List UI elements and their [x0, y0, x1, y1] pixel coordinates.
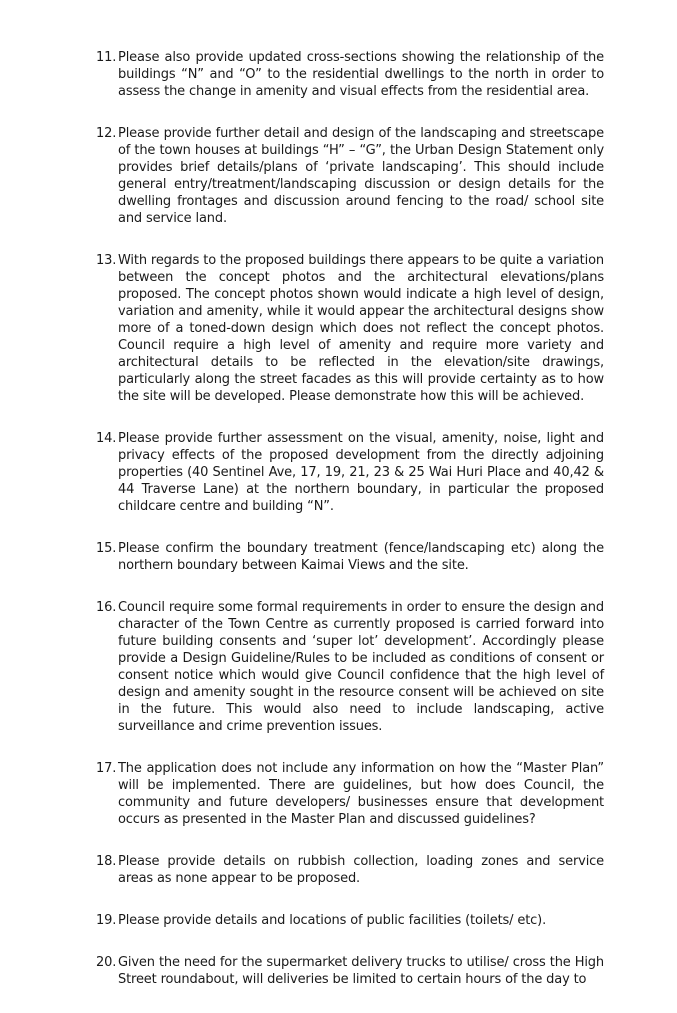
- item-number: 17.: [96, 761, 117, 776]
- item-text: The application does not include any information on how the “Master Plan” will be implemented. There are guidelines, but how does Council, the community and future developers/ businesses ensure that development occurs as presented in the Master Plan and discussed guidelines?: [118, 761, 604, 827]
- list-item-13: [96, 252, 604, 405]
- item-text: Please also provide updated cross-sections showing the relationship of the buildings “N” and “O” to the residential dwellings to the north in order to assess the change in amenity and visual effects from the residential area.: [118, 50, 604, 99]
- item-number: 19.: [96, 913, 117, 928]
- item-text: Please provide details on rubbish collection, loading zones and service areas as none appear to be proposed.: [118, 854, 604, 886]
- numbered-list: [96, 49, 604, 1013]
- item-number: 11.: [96, 50, 117, 65]
- list-item-11: [96, 49, 604, 100]
- item-number: 18.: [96, 854, 117, 869]
- item-text: Given the need for the supermarket delivery trucks to utilise/ cross the High Street roundabout, will deliveries be limited to certain hours of the day to: [118, 955, 604, 987]
- item-text: Please confirm the boundary treatment (fence/landscaping etc) along the northern boundary between Kaimai Views and the site.: [118, 541, 604, 573]
- list-item-19: [96, 912, 604, 929]
- item-number: 15.: [96, 541, 117, 556]
- list-item-14: [96, 430, 604, 515]
- list-item-12: [96, 125, 604, 227]
- list-item-16: [96, 599, 604, 735]
- list-item-17: [96, 760, 604, 828]
- item-text: Please provide further detail and design of the landscaping and streetscape of the town houses at buildings “H” – “G”, the Urban Design Statement only provides brief details/plans of ‘private landscaping’. This should include general entry/treatment/landscaping discussion or design details for the dwelling frontages and discussion around fencing to the road/ school site and service land.: [118, 126, 604, 226]
- list-item-20: [96, 954, 604, 988]
- list-item-15: [96, 540, 604, 574]
- item-text: With regards to the proposed buildings there appears to be quite a variation between the concept photos and the architectural elevations/plans proposed. The concept photos shown would indicate a high level of design, variation and amenity, while it would appear the architectural designs show more of a toned-down design which does not reflect the concept photos. Council require a high level of amenity and require more variety and architectural details to be reflected in the elevation/site drawings, particularly along the street facades as this will provide certainty as to how the site will be developed. Please demonstrate how this will be achieved.: [118, 253, 604, 404]
- item-text: Please provide further assessment on the visual, amenity, noise, light and privacy effects of the proposed development from the directly adjoining properties (40 Sentinel Ave, 17, 19, 21, 23 & 25 Wai Huri Place and 40,42 & 44 Traverse Lane) at the northern boundary, in particular the proposed childcare centre and building “N”.: [118, 431, 604, 514]
- list-item-18: [96, 853, 604, 887]
- item-number: 14.: [96, 431, 117, 446]
- item-number: 16.: [96, 600, 117, 615]
- item-number: 13.: [96, 253, 117, 268]
- item-text: Please provide details and locations of public facilities (toilets/ etc).: [118, 913, 547, 928]
- item-number: 12.: [96, 126, 117, 141]
- item-number: 20.: [96, 955, 117, 970]
- item-text: Council require some formal requirements in order to ensure the design and character of the Town Centre as currently proposed is carried forward into future building consents and ‘super lot’ development’. Accordingly please provide a Design Guideline/Rules to be included as conditions of consent or consent notice which would give Council confidence that the high level of design and amenity sought in the resource consent will be achieved on site in the future. This would also need to include landscaping, active surveillance and crime prevention issues.: [118, 600, 604, 734]
